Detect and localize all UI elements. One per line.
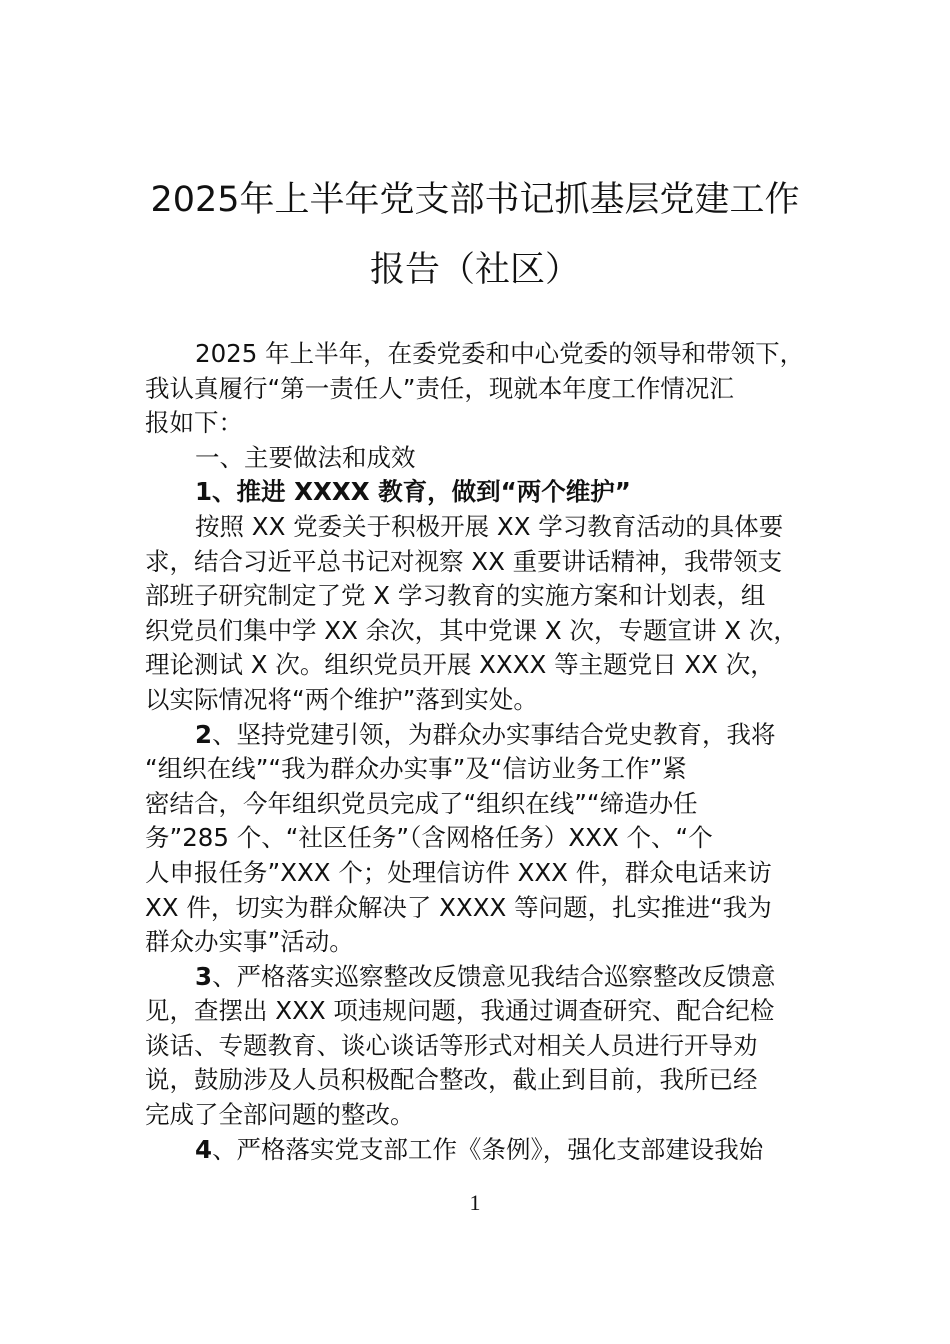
paragraph-line: 人申报任务”XXX 个；处理信访件 XXX 件，群众电话来访 [145,857,772,887]
paragraph-line: 报如下： [145,408,243,438]
paragraph [145,510,845,718]
paragraph-line: 我认真履行“第一责任人”责任，现就本年度工作情况汇 [145,373,734,403]
document-title-line-2: 报告（社区） [369,250,580,290]
paragraph-line: 3、严格落实巡察整改反馈意见我结合巡察整改反馈意 [195,961,776,991]
paragraph-line: 说，鼓励涉及人员积极配合整改，截止到目前，我所已经 [145,1065,758,1095]
item-number: 3 [195,961,213,991]
paragraph [145,960,845,1133]
paragraph-line: 以实际情况将“两个维护”落到实处。 [145,684,538,714]
paragraph-line: 织党员们集中学 XX 余次，其中党课 X 次，专题宣讲 X 次， [145,615,798,645]
paragraph-line: 按照 XX 党委关于积极开展 XX 学习教育活动的具体要 [195,511,784,541]
paragraph-line: “组织在线”“我为群众办实事”及“信访业务工作”紧 [145,754,687,784]
paragraph [145,441,845,476]
paragraph-line: 完成了全部问题的整改。 [145,1100,415,1130]
paragraph-line: 见，查摆出 XXX 项违规问题，我通过调查研究、配合纪检 [145,996,775,1026]
paragraph-line: 求，结合习近平总书记对视察 XX 重要讲话精神，我带领支 [145,546,783,576]
paragraph-line: 务”285 个、“社区任务”（含网格任务）XXX 个、“个 [145,823,713,853]
item-number: 2 [195,719,213,749]
paragraph-line: 理论测试 X 次。组织党员开展 XXXX 等主题党日 XX 次， [145,650,775,680]
paragraph-line: 4、严格落实党支部工作《条例》，强化支部建设我始 [195,1134,764,1164]
paragraph-line: 部班子研究制定了党 X 学习教育的实施方案和计划表，组 [145,581,766,611]
paragraph-line: 一、主要做法和成效 [195,442,416,472]
paragraph-line: 密结合，今年组织党员完成了“组织在线”“缔造办任 [145,788,698,818]
paragraph [145,718,845,960]
paragraph-line: 1、推进 XXXX 教育，做到“两个维护” [195,477,631,507]
paragraph-line: 群众办实事”活动。 [145,927,354,957]
paragraph-line: 2、坚持党建引领，为群众办实事结合党史教育，我将 [195,719,776,749]
item-number: 4 [195,1134,213,1164]
paragraph-line: 谈话、专题教育、谈心谈话等形式对相关人员进行开导劝 [145,1030,758,1060]
paragraph [145,475,845,510]
document-title-line-1: 2025年上半年党支部书记抓基层党建工作 [150,180,800,220]
page-number: 1 [469,1190,481,1215]
document-body [145,337,845,1167]
paragraph [145,337,845,441]
paragraph [145,1133,845,1168]
paragraph-line: XX 件，切实为群众解决了 XXXX 等问题，扎实推进“我为 [145,892,772,922]
paragraph-line: 2025 年上半年，在委党委和中心党委的领导和带领下， [195,339,805,368]
